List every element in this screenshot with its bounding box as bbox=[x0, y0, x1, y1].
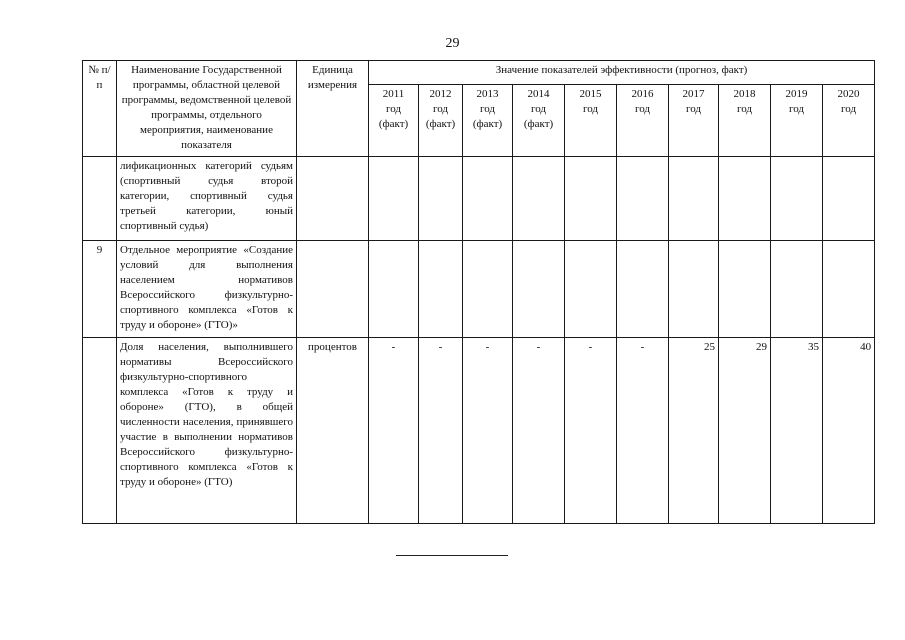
footer-divider bbox=[396, 555, 508, 556]
header-num: № п/п bbox=[83, 61, 117, 157]
table-row bbox=[83, 338, 875, 524]
header-year: 2020 год bbox=[823, 85, 875, 157]
value-cell bbox=[463, 241, 513, 338]
value-cell: 25 bbox=[669, 338, 719, 524]
row-num: 9 bbox=[83, 241, 117, 338]
header-unit: Единица измерения bbox=[297, 61, 369, 157]
value-cell: 29 bbox=[719, 338, 771, 524]
value-cell: - bbox=[419, 338, 463, 524]
indicators-table bbox=[82, 60, 875, 524]
header-year: 2019 год bbox=[771, 85, 823, 157]
header-year: 2018 год bbox=[719, 85, 771, 157]
table-row bbox=[83, 157, 875, 241]
row-unit bbox=[297, 241, 369, 338]
value-cell bbox=[617, 157, 669, 241]
value-cell: - bbox=[617, 338, 669, 524]
value-cell bbox=[823, 241, 875, 338]
row-name: лификационных категорий судьям (спортивный судья второй категории, спортивный судья третьей категории, юный спортивный судья) bbox=[117, 157, 297, 241]
table-row bbox=[83, 241, 875, 338]
value-cell bbox=[369, 157, 419, 241]
header-year: 2015 год bbox=[565, 85, 617, 157]
row-unit bbox=[297, 157, 369, 241]
row-num bbox=[83, 157, 117, 241]
value-cell bbox=[419, 241, 463, 338]
value-cell bbox=[369, 241, 419, 338]
value-cell: - bbox=[369, 338, 419, 524]
value-cell bbox=[565, 241, 617, 338]
value-cell bbox=[617, 241, 669, 338]
value-cell bbox=[771, 157, 823, 241]
header-name: Наименование Государственной программы, областной целевой программы, ведомственной целевой программы, отдельного мероприятия, наименование показателя bbox=[117, 61, 297, 157]
page-number: 29 bbox=[445, 36, 460, 51]
header-year: 2011 год (факт) bbox=[369, 85, 419, 157]
value-cell bbox=[669, 241, 719, 338]
header-year: 2013 год (факт) bbox=[463, 85, 513, 157]
value-cell bbox=[669, 157, 719, 241]
header-values-group: Значение показателей эффективности (прогноз, факт) bbox=[369, 61, 875, 85]
header-year: 2016 год bbox=[617, 85, 669, 157]
header-year: 2014 год (факт) bbox=[513, 85, 565, 157]
header-year: 2012 год (факт) bbox=[419, 85, 463, 157]
header-year: 2017 год bbox=[669, 85, 719, 157]
row-unit: процентов bbox=[297, 338, 369, 524]
header-row-top bbox=[83, 61, 875, 85]
value-cell bbox=[719, 157, 771, 241]
row-name: Доля населения, выполнившего нормативы Всероссийского физкультурно-спортивного комплекса «Готов к труду и обороне» (ГТО), в общей численности населения, принявшего участие в выполнении нормативов Всероссийского физкультурно-спортивного комплекса «Готов к труду и обороне» (ГТО) bbox=[117, 338, 297, 524]
value-cell: - bbox=[463, 338, 513, 524]
row-name: Отдельное мероприятие «Создание условий для выполнения населением нормативов Всероссийского физкультурно-спортивного комплекса «Готов к труду и обороне» (ГТО)» bbox=[117, 241, 297, 338]
value-cell bbox=[513, 241, 565, 338]
value-cell bbox=[513, 157, 565, 241]
value-cell bbox=[719, 241, 771, 338]
value-cell bbox=[565, 157, 617, 241]
value-cell bbox=[419, 157, 463, 241]
value-cell bbox=[823, 157, 875, 241]
row-num bbox=[83, 338, 117, 524]
value-cell bbox=[463, 157, 513, 241]
value-cell: - bbox=[513, 338, 565, 524]
value-cell: 35 bbox=[771, 338, 823, 524]
value-cell bbox=[771, 241, 823, 338]
value-cell: - bbox=[565, 338, 617, 524]
value-cell: 40 bbox=[823, 338, 875, 524]
